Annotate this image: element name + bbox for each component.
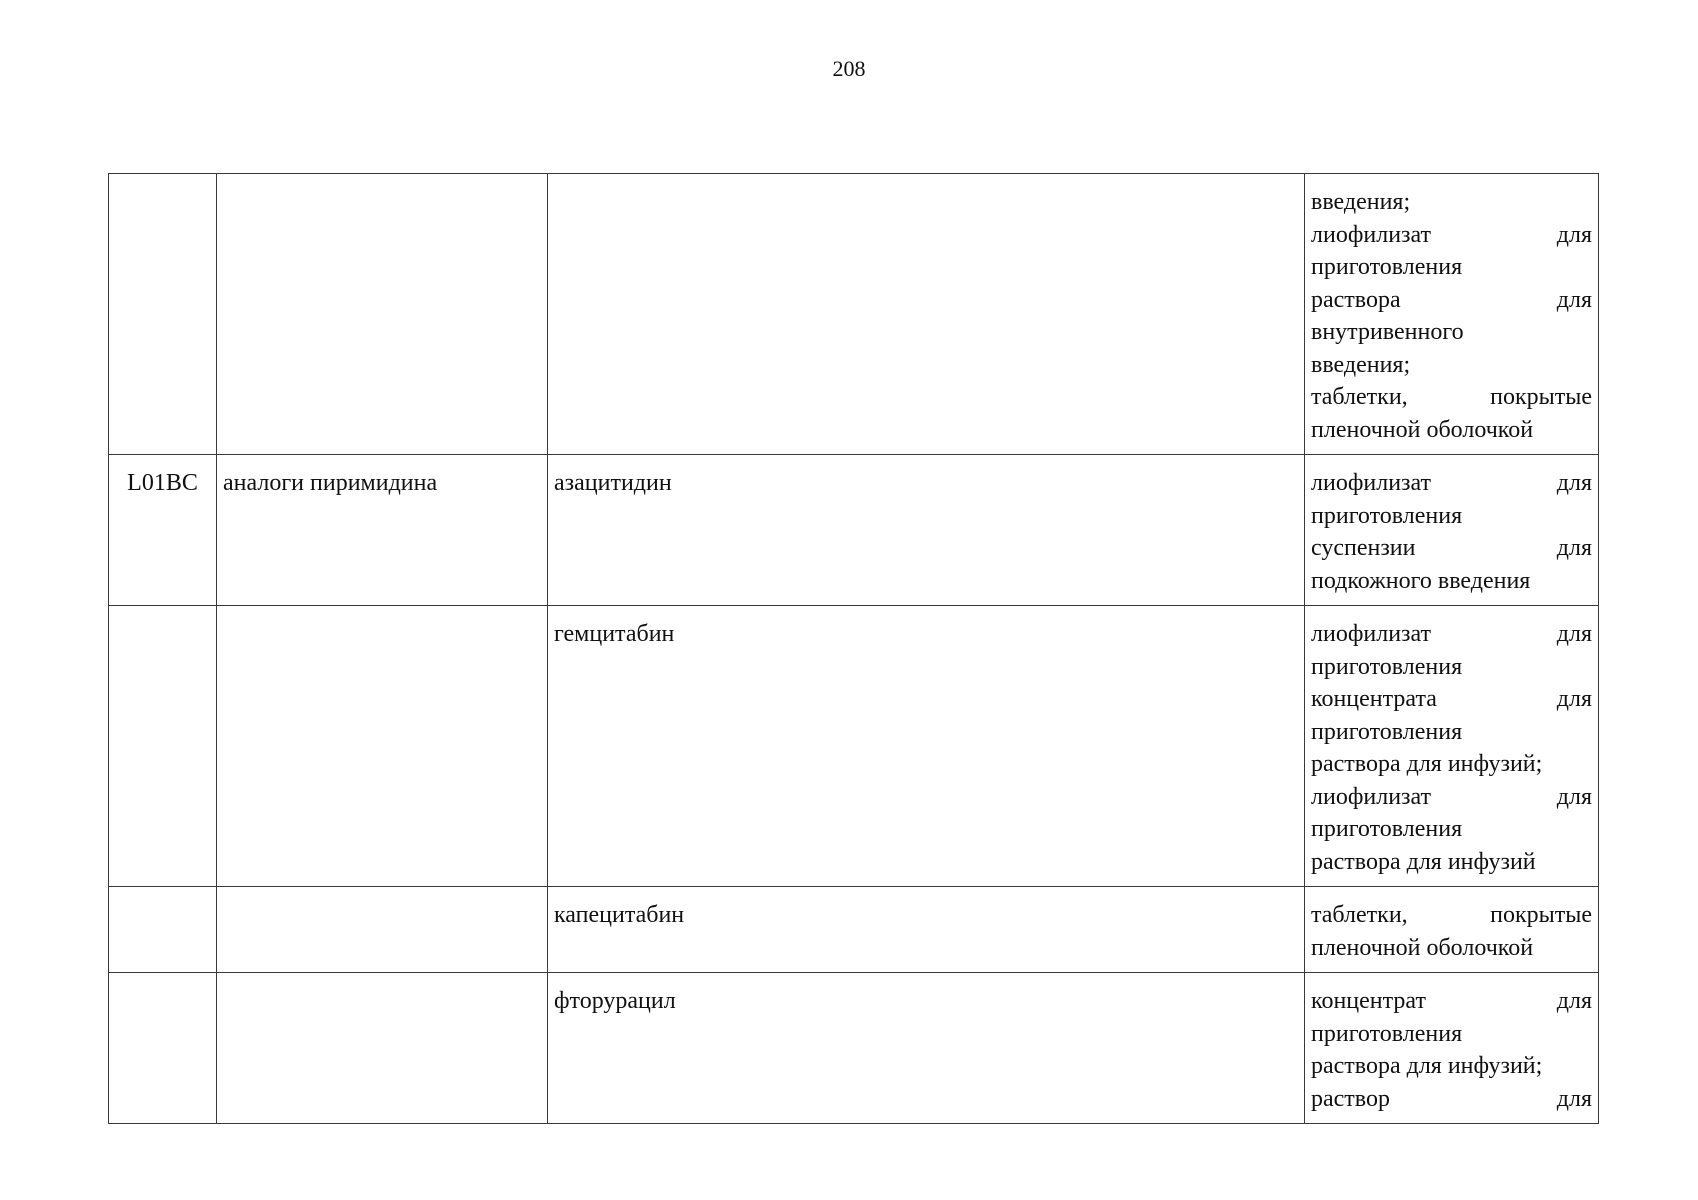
drug-table: [108, 173, 1599, 1124]
dosage-form-line: приготовления: [1311, 718, 1463, 745]
dosage-form-line: раствора для инфузий;: [1311, 1053, 1543, 1079]
table-body: [109, 174, 1599, 1124]
dosage-forms-cell: [1305, 606, 1599, 887]
group-name-cell: [217, 887, 548, 973]
dosage-form-line: раствор для: [1311, 1085, 1592, 1112]
group-name-cell: [217, 973, 548, 1124]
dosage-forms-cell: [1305, 174, 1599, 455]
table-row: [109, 606, 1599, 887]
drug-name-cell: азацитидин: [548, 455, 1305, 606]
group-name-cell: аналоги пиримидина: [217, 455, 548, 606]
table-row: [109, 174, 1599, 455]
dosage-forms-cell: [1305, 455, 1599, 606]
dosage-form-line: концентрата для: [1311, 686, 1592, 712]
dosage-form-line: раствора для инфузий: [1311, 848, 1536, 875]
dosage-form-line: приготовления: [1311, 254, 1463, 280]
atc-code-cell: [109, 887, 217, 973]
dosage-form-line: приготовления: [1311, 816, 1463, 842]
atc-code-cell: [109, 973, 217, 1124]
page-number: 208: [832, 56, 866, 81]
dosage-form-line: суспензии для: [1311, 535, 1592, 561]
atc-code-cell: [109, 174, 217, 455]
group-name-cell: [217, 174, 548, 455]
dosage-form-line: пленочной оболочкой: [1311, 934, 1534, 961]
dosage-form-line: лиофилизат для: [1311, 621, 1592, 647]
drug-name-cell: капецитабин: [548, 887, 1305, 973]
drug-name-cell: гемцитабин: [548, 606, 1305, 887]
atc-code-cell: [109, 606, 217, 887]
dosage-form-line: приготовления: [1311, 502, 1463, 529]
dosage-form-line: пленочной оболочкой: [1311, 416, 1534, 443]
dosage-form-line: лиофилизат для: [1311, 470, 1592, 496]
table-row: [109, 455, 1599, 606]
dosage-form-line: приготовления: [1311, 1020, 1463, 1047]
dosage-form-line: введения;: [1311, 189, 1411, 215]
drug-name-cell: [548, 174, 1305, 455]
drug-name-cell: фторурацил: [548, 973, 1305, 1124]
dosage-form-line: раствора для: [1311, 286, 1592, 313]
dosage-form-line: внутривенного: [1311, 319, 1464, 345]
dosage-form-line: концентрат для: [1311, 988, 1592, 1014]
dosage-form-line: введения;: [1311, 351, 1411, 378]
dosage-form-line: таблетки, покрытые: [1311, 384, 1592, 410]
table-row: [109, 887, 1599, 973]
atc-code-cell: L01BC: [109, 455, 217, 606]
dosage-forms-cell: [1305, 973, 1599, 1124]
group-name-cell: [217, 606, 548, 887]
dosage-form-line: раствора для инфузий;: [1311, 751, 1543, 777]
dosage-form-line: приготовления: [1311, 653, 1463, 680]
table-row: [109, 973, 1599, 1124]
dosage-forms-cell: [1305, 887, 1599, 973]
dosage-form-line: лиофилизат для: [1311, 783, 1592, 810]
dosage-form-line: таблетки, покрытые: [1311, 902, 1592, 928]
dosage-form-line: подкожного введения: [1311, 567, 1531, 594]
dosage-form-line: лиофилизат для: [1311, 221, 1592, 248]
